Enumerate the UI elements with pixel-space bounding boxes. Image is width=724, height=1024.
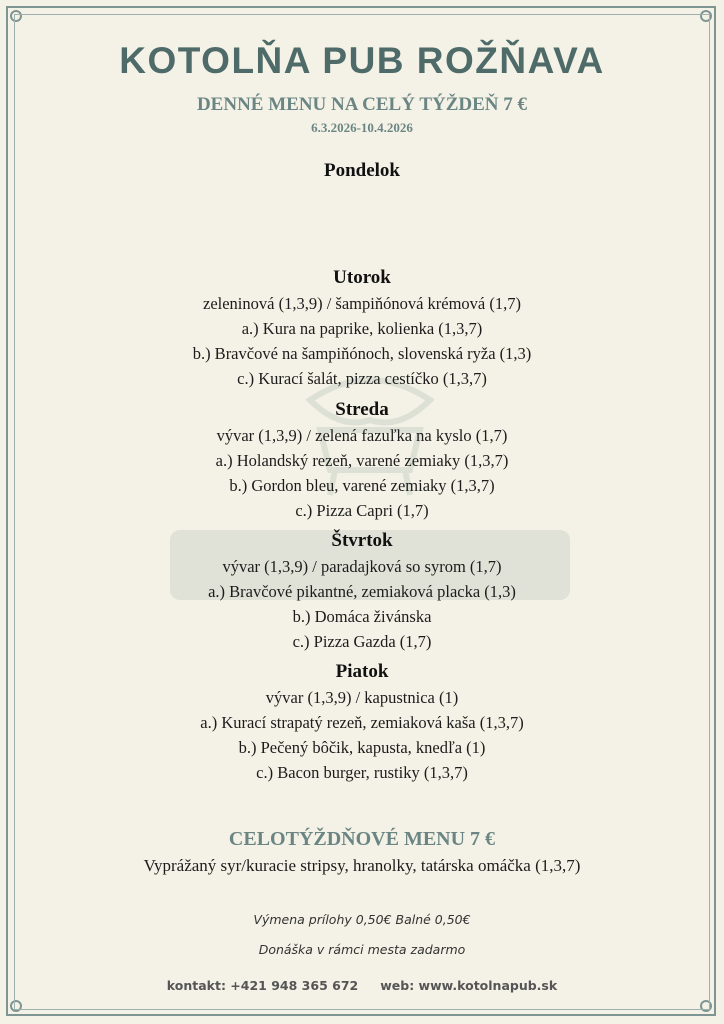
contact-phone: kontakt: +421 948 365 672 [166, 978, 359, 993]
date-range: 6.3.2026-10.4.2026 [311, 120, 413, 135]
menu-item: vývar (1,3,9) / zelená fazuľka na kyslo (1,7) [216, 426, 508, 445]
menu-item: vývar (1,3,9) / kapustnica (1) [265, 688, 459, 707]
day-heading-utorok: Utorok [333, 267, 391, 288]
menu-item: b.) Domáca živánska [292, 607, 432, 626]
day-heading-stvrtok: Štvrtok [331, 530, 393, 551]
day-heading-pondelok: Pondelok [323, 160, 401, 181]
delivery-note: Donáška v rámci mesta zadarmo [258, 942, 466, 957]
menu-item: a.) Holandský rezeň, varené zemiaky (1,3,7) [215, 451, 509, 470]
weekly-menu-item: Vyprážaný syr/kuracie stripsy, hranolky, tatárska omáčka (1,3,7) [143, 856, 581, 875]
page-title: KOTOLŇA PUB ROŽŇAVA [119, 40, 605, 81]
side-dish-note: Výmena prílohy 0,50€ Balné 0,50€ [253, 912, 471, 927]
contact-footer [0, 978, 724, 993]
menu-item: b.) Bravčové na šampiňónoch, slovenská ryža (1,3) [192, 344, 532, 363]
menu-item: b.) Gordon bleu, varené zemiaky (1,3,7) [229, 476, 495, 495]
menu-item: a.) Bravčové pikantné, zemiaková placka (1,3) [208, 582, 516, 601]
weekly-menu-title: CELOTÝŽDŇOVÉ MENU 7 € [228, 828, 496, 850]
menu-item: c.) Bacon burger, rustiky (1,3,7) [256, 763, 468, 782]
menu-item: vývar (1,3,9) / paradajková so syrom (1,7) [222, 557, 502, 576]
menu-item: c.) Pizza Capri (1,7) [295, 501, 429, 520]
menu-item: zeleninová (1,3,9) / šampiňónová krémová (1,7) [203, 294, 521, 313]
day-heading-piatok: Piatok [335, 661, 389, 682]
menu-item: b.) Pečený bôčik, kapusta, knedľa (1) [238, 738, 486, 757]
menu-item: a.) Kura na paprike, kolienka (1,3,7) [241, 319, 483, 338]
contact-web: web: www.kotolnapub.sk [380, 978, 558, 993]
menu-item: c.) Pizza Gazda (1,7) [292, 632, 432, 651]
menu-item: c.) Kurací šalát, pizza cestíčko (1,3,7) [237, 369, 487, 388]
menu-subtitle: DENNÉ MENU NA CELÝ TÝŽDEŇ 7 € [196, 94, 528, 115]
menu-item: a.) Kurací strapatý rezeň, zemiaková kaša (1,3,7) [200, 713, 524, 732]
day-heading-streda: Streda [335, 399, 389, 420]
